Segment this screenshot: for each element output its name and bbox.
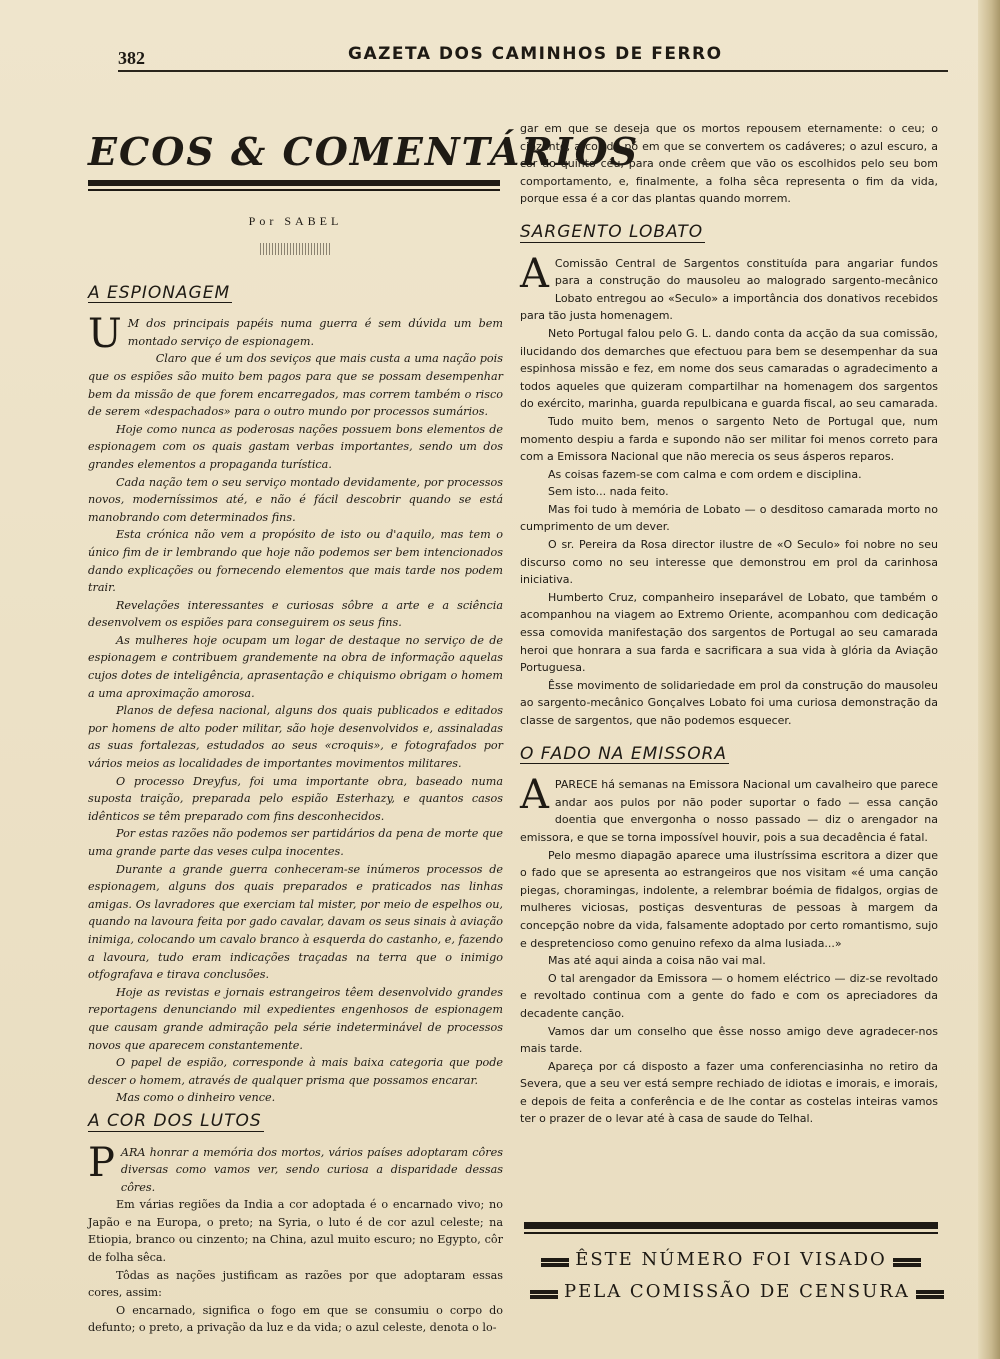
ornament-hatch: [260, 243, 332, 255]
paragraph: O encarnado, significa o fogo em que se consumiu o corpo do defunto; o preto, a privação da luz e da vida; o azul celeste, denota o lo-: [88, 1303, 503, 1335]
paragraph: Durante a grande guerra conheceram-se inúmeros processos de espionagem, alguns dos quais preparados e praticados nas linhas amigas. Os lavradores que exerciam tal mister, por meio de espelhos ou, quando na lavoura feita por gado cavalar, davam os seus sinais à aviação inimiga, colocando um cavalo branco à esquerda do castanho, e, fazendo a lavoura, tudo eram indicações traçadas na terra que o inimigo otfografava e tirava conclusões.: [88, 862, 503, 982]
paragraph: Apareça por cá disposto a fazer uma conferenciasinha no retiro da Severa, que a seu ver está sempre rechiado de idiotas e imorais, e imorais, e depois de feita a conferência e de lhe contar as costelas inteiras vamos ter o prazer de o levar até à casa de saude do Telhal.: [520, 1059, 938, 1126]
paragraph: Tudo muito bem, menos o sargento Neto de Portugal que, num momento despiu a farda e supondo não ser militar foi menos correto para com a Emissora Nacional que não merecia os seus ásperos reparos.: [520, 414, 938, 464]
right-column: [520, 120, 938, 1128]
drop-cap: P: [88, 1139, 115, 1186]
paragraph: Planos de defesa nacional, alguns dos quais publicados e editados por homens de alto poder militar, são hoje desenvolvidos e, assinaladas as suas fortalezas, estudados ao seus «croquis», e fotografados por vários meios as localidades de importantes movimentos militares.: [88, 704, 503, 771]
paragraph: Mas como o dinheiro vence.: [116, 1091, 276, 1105]
paragraph-text: ARA honrar a memória dos mortos, vários países adoptaram côres diversas como vamos ver, sendo curiosa a disparidade dessas côres.: [120, 1145, 503, 1194]
paragraph: Êsse movimento de solidariedade em prol da construção do mausoleu ao sargento-mecânico Gonçalves Lobato foi uma curiosa demonstração da classe de sargentos, que não podemos esquecer.: [520, 678, 938, 727]
title-rule-thin: [88, 189, 500, 191]
drop-cap: U: [88, 311, 122, 358]
paragraph: As mulheres hoje ocupam um logar de destaque no serviço de de espionagem e contribuem grandemente na obra de informação aquelas cujos dotes de inteligência, aprasentação e chiquismo obrigam o homem a uma aproximação amorosa.: [88, 633, 503, 700]
paragraph: O sr. Pereira da Rosa director ilustre de «O Seculo» foi nobre no seu discurso como no seu interesse que demonstrou em prol da carinhosa iniciativa.: [520, 538, 938, 587]
drop-cap: A: [520, 772, 549, 819]
paragraph: Esta crónica não vem a propósito de isto ou d'aquilo, mas tem o único fim de ir lembrando que hoje não podemos ser bem intencionados dando explicações ou fornecendo elementos que mais tarde nos podem trair.: [88, 528, 503, 595]
paragraph: Pelo mesmo diapagão aparece uma ilustríssima escritora a dizer que o fado que se apresenta ao estrangeiros que nos visitam «é uma canção piegas, choramingas, indolente, a relembrar boémia de fidalgos, orgias de mulheres viciosas, postiças desventuras de pessoas à margem da concepção nobre da vida, falsamente adoptado por certo romantismo, sujo e despretencioso como genuino refexo da alma lusiada...»: [520, 848, 938, 950]
paragraph: Mas foi tudo à memória de Lobato — o desditoso camarada morto no cumprimento de um dever.: [520, 502, 938, 534]
paragraph-text: M dos principais papéis numa guerra é sem dúvida um bem montado serviço de espionagem.: [127, 317, 503, 348]
paragraph: [88, 1139, 503, 1197]
paragraph: Neto Portugal falou pelo G. L. dando conta da acção da sua comissão, ilucidando dos demarches que efectuou para bem se desempenhar da sua espinhosa missão e fez, em nome dos seus camaradas o agradecimento a todos aqueles que quizeram compartilhar na homenagem dos sargentos do exército, marinha, guarda repulbicana e guarda fiscal, ao seu camarada.: [520, 326, 938, 411]
section-heading-sargento-lobato: SARGENTO LOBATO: [520, 221, 704, 242]
dash-ornament: [541, 1258, 569, 1262]
page-number: 382: [118, 48, 145, 68]
paragraph-continuation: gar em que se deseja que os mortos repousem eternamente: o ceu; o cinzento, a cor do pó em que se convertem os cadáveres; o azul escuro, a cor do quinto céu, para onde crêem que vão os escolhidos pelo seu bom comportamento, e, finalmente, a folha sêca representa o fim da vida, porque essa é a cor das plantas quando morrem.: [520, 122, 938, 206]
section-heading-fado-na-emissora: O FADO NA EMISSORA: [520, 743, 728, 764]
notice-text: ÊSTE NÚMERO FOI VISADO: [575, 1249, 887, 1270]
paragraph: [520, 772, 938, 846]
paragraph: Mas até aqui ainda a coisa não vai mal.: [548, 954, 766, 968]
paragraph: Hoje como nunca as poderosas nações possuem bons elementos de espionagem com os quais gastam verbas importantes, sendo um dos grandes elementos a propaganda turística.: [88, 422, 503, 471]
section-heading-espionagem: A ESPIONAGEM: [88, 282, 231, 303]
paragraph: O tal arengador da Emissora — o homem eléctrico — diz-se revoltado e revoltado continua com a gente do fado e com os apreciadores da decadente canção.: [520, 971, 938, 1020]
notice-line: [524, 1278, 938, 1306]
paragraph: Por estas razões não podemos ser partidários da pena de morte que uma grande parte das veses culpa inocentes.: [88, 827, 503, 858]
dash-ornament: [530, 1290, 558, 1294]
notice-line: [524, 1246, 938, 1274]
paragraph: Revelações interessantes e curiosas sôbre a arte e a sciência desenvolvem os espiões para conseguirem os seus fins.: [88, 598, 503, 630]
dash-ornament: [893, 1258, 921, 1262]
paragraph: As coisas fazem-se com calma e com ordem e disciplina.: [548, 467, 862, 481]
paragraph-text: Comissão Central de Sargentos constituída para angariar fundos para a construção do mausoleu ao malogrado sargento-mecânico Lobato entregou ao «Seculo» a importância dos donativos recebidos para tão justa homenagem.: [520, 256, 938, 323]
notice-rule-thin: [524, 1232, 938, 1234]
paragraph: [88, 311, 503, 358]
paragraph: Hoje as revistas e jornais estrangeiros têem desenvolvido grandes reportagens denunciando mil expedientes engenhosos de espionagem que causam grande admiração pela série indeterminável de processos novos que aparecem constantemente.: [88, 985, 503, 1052]
dash-ornament: [916, 1290, 944, 1294]
paragraph-text: PARECE há semanas na Emissora Nacional um cavalheiro que parece andar aos pulos por não poder suportar o fado — essa canção doentia que envergonha o nosso passado — diz o arengador na emissora, e que se torna impossível houvir, pois a sua decadência é fatal.: [520, 778, 938, 844]
paragraph: Em várias regiões da India a cor adoptada é o encarnado vivo; no Japão e na Europa, o preto; na Syria, o luto é de cor azul celeste; na Etiopia, branco ou cinzento; na China, azul muito escuro; no Egypto, côr de folha sêca.: [88, 1198, 503, 1265]
paragraph: Tôdas as nações justificam as razões por que adoptaram essas cores, assim:: [88, 1268, 503, 1300]
journal-title: GAZETA DOS CAMINHOS DE FERRO: [348, 44, 723, 64]
paragraph: Sem isto... nada feito.: [548, 485, 669, 499]
byline: Por SABEL: [248, 214, 343, 228]
column-title: ECOS & COMENTÁRIOS: [88, 129, 640, 174]
paragraph: Humberto Cruz, companheiro inseparável de Lobato, que também o acompanhou na viagem ao Extremo Oriente, acompanhou com dedicação essa comovida manifestação dos sargentos de Portugal ao seu camarada heroi que honrara a sua farda e sacrificara a sua vida à glória da Aviação Portuguesa.: [520, 590, 938, 675]
notice-rule-thick: [524, 1222, 938, 1229]
drop-cap: A: [520, 250, 549, 297]
header-rule: [118, 70, 948, 72]
paragraph: Claro que é um dos seviços que mais custa a uma nação pois que os espiões são muito bem pagos para que se possam desempenhar bem da missão de que forem encarregados, mas correm também o risco de serem «despachados» para o outro mundo por processos sumários.: [88, 352, 503, 419]
section-heading-cor-dos-lutos: A COR DOS LUTOS: [88, 1110, 262, 1131]
censorship-notice: [524, 1222, 938, 1306]
paragraph: Vamos dar um conselho que êsse nosso amigo deve agradecer-nos mais tarde.: [520, 1024, 938, 1056]
title-rule-thick: [88, 180, 500, 186]
paragraph: Cada nação tem o seu serviço montado devidamente, por processos novos, moderníssimos até, e não é fácil descobrir quando se está manobrando com determinados fins.: [88, 475, 503, 524]
paragraph: O processo Dreyfus, foi uma importante obra, baseado numa suposta traição, preparada pelo espião Esterhazy, e quantos casos idênticos se têm preparado com fins desconhecidos.: [88, 774, 503, 823]
paragraph: [520, 250, 938, 325]
paragraph: O papel de espião, corresponde à mais baixa categoria que pode descer o homem, através de qualquer prisma que possamos encarar.: [88, 1056, 503, 1087]
page-edge: [978, 0, 1000, 1359]
page-header: [118, 40, 948, 74]
notice-text: PELA COMISSÃO DE CENSURA: [564, 1281, 910, 1302]
